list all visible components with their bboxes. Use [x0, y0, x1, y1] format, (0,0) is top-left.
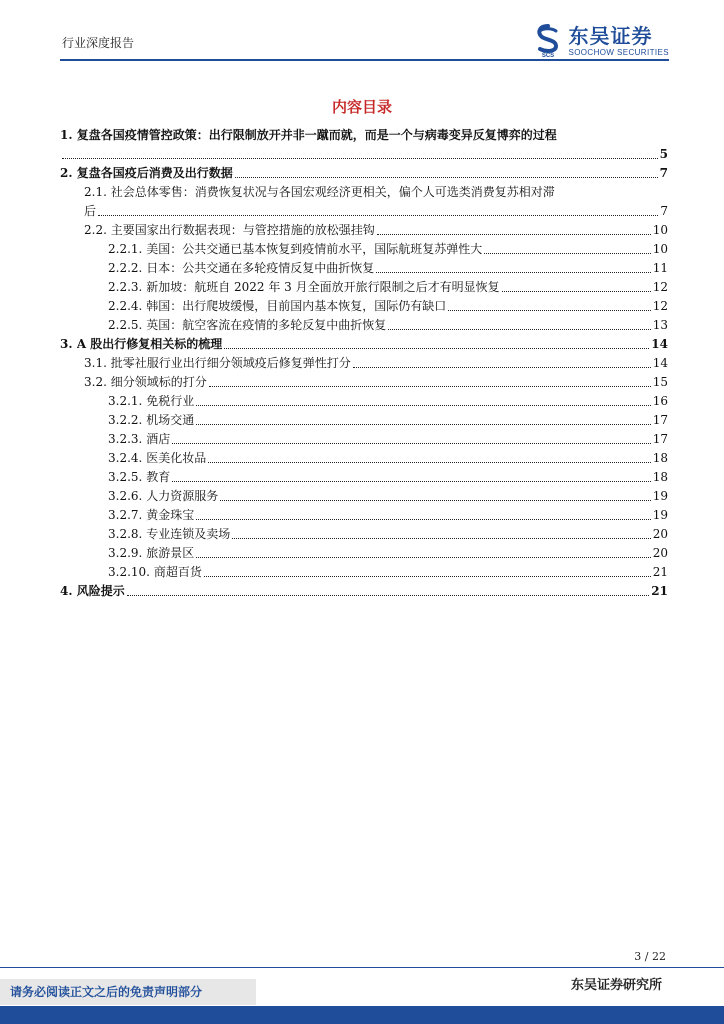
- toc-entry-page: 21: [651, 584, 668, 598]
- toc-entry-2-2-3[interactable]: [60, 278, 668, 297]
- logo-chinese-name: 东吴证券: [568, 23, 653, 48]
- dot-leader: [196, 518, 651, 520]
- toc-entry-3-2-5[interactable]: [60, 468, 668, 487]
- toc-entry-page: 10: [652, 242, 668, 256]
- toc-entry-text: 社会总体零售：消费恢复状况与各国宏观经济更相关，偏个人可选类消费复苏相对滞: [110, 185, 555, 199]
- dot-leader: [502, 290, 651, 292]
- toc-entry-number: 3.2.: [84, 375, 107, 389]
- toc-entry-2-1-cont[interactable]: [60, 202, 668, 221]
- toc-entry-page: 21: [652, 565, 668, 579]
- toc-entry-number: 2.1.: [84, 185, 107, 199]
- toc-entry-page: 18: [652, 451, 668, 465]
- dot-leader: [235, 176, 658, 178]
- toc-entry-page: 7: [659, 166, 668, 180]
- toc-entry-2[interactable]: [60, 164, 668, 183]
- toc-entry-3-2-10[interactable]: [60, 563, 668, 582]
- toc-entry-number: 4.: [60, 584, 73, 598]
- footer-divider: [0, 967, 724, 968]
- toc-entry-page: 17: [652, 432, 668, 446]
- toc-entry-1[interactable]: [60, 126, 668, 145]
- toc-entry-2-2[interactable]: [60, 221, 668, 240]
- toc-entry-3-2[interactable]: [60, 373, 668, 392]
- toc-entry-number: 1.: [60, 128, 73, 142]
- dot-leader: [353, 366, 651, 368]
- logo-mark-text: SCS: [542, 53, 555, 58]
- dot-leader: [127, 594, 650, 596]
- toc-entry-page: 12: [652, 280, 668, 294]
- toc-entry-number: 2.2.: [84, 223, 107, 237]
- toc-entry-text: 人力资源服务: [146, 489, 219, 503]
- toc-entry-page: 10: [652, 223, 668, 237]
- toc-entry-number: 3.1.: [84, 356, 107, 370]
- toc-entry-number: 3.2.1.: [108, 394, 143, 408]
- toc-entry-text: A 股出行修复相关标的梳理: [76, 337, 223, 351]
- dot-leader: [448, 309, 651, 311]
- dot-leader: [208, 461, 651, 463]
- toc-entry-text: 细分领域标的打分: [110, 375, 207, 389]
- toc-entry-number: 3.2.9.: [108, 546, 143, 560]
- toc-entry-number: 3.2.3.: [108, 432, 143, 446]
- toc-entry-text: 免税行业: [146, 394, 195, 408]
- page-indicator: 3 / 22: [634, 950, 666, 963]
- toc-entry-text: 黄金珠宝: [146, 508, 195, 522]
- dot-leader: [98, 214, 658, 216]
- header-divider: [60, 59, 669, 61]
- toc-entry-text: 美国：公共交通已基本恢复到疫情前水平，国际航班复苏弹性大: [146, 242, 483, 256]
- dot-leader: [196, 404, 651, 406]
- dot-leader: [377, 233, 651, 235]
- dot-leader: [196, 423, 651, 425]
- footer-color-bar: [0, 1006, 724, 1024]
- toc-entry-number: 2.: [60, 166, 73, 180]
- toc-entry-text: 商超百货: [153, 565, 202, 579]
- toc-entry-text: 教育: [146, 470, 171, 484]
- toc-entry-page: 7: [660, 204, 668, 218]
- toc-entry-1-leader[interactable]: [60, 145, 668, 164]
- toc-entry-number: 2.2.4.: [108, 299, 143, 313]
- toc-entry-number: 2.2.3.: [108, 280, 143, 294]
- toc-entry-text: 新加坡：航班自 2022 年 3 月全面放开旅行限制之后才有明显恢复: [146, 280, 500, 294]
- toc-entry-3-2-9[interactable]: [60, 544, 668, 563]
- toc-entry-text: 专业连锁及卖场: [146, 527, 231, 541]
- toc-entry-3-2-1[interactable]: [60, 392, 668, 411]
- dot-leader: [232, 537, 651, 539]
- toc-entry-text: 风险提示: [76, 584, 125, 598]
- toc-entry-3-2-2[interactable]: [60, 411, 668, 430]
- toc-entry-text: 韩国：出行爬坡缓慢，目前国内基本恢复，国际仍有缺口: [146, 299, 447, 313]
- toc-entry-page: 12: [652, 299, 668, 313]
- toc-entry-3[interactable]: [60, 335, 668, 354]
- toc-entry-page: 15: [652, 375, 668, 389]
- dot-leader: [204, 575, 651, 577]
- toc-entry-page: 13: [652, 318, 668, 332]
- toc-entry-number: 3.2.5.: [108, 470, 143, 484]
- toc-entry-text: 英国：航空客流在疫情的多轮反复中曲折恢复: [146, 318, 387, 332]
- toc-entry-number: 3.2.7.: [108, 508, 143, 522]
- toc-entry-page: 20: [652, 527, 668, 541]
- toc-entry-number: 2.2.1.: [108, 242, 143, 256]
- dot-leader: [484, 252, 651, 254]
- toc-entry-2-2-4[interactable]: [60, 297, 668, 316]
- toc-entry-number: 3.: [60, 337, 73, 351]
- dot-leader: [388, 328, 651, 330]
- toc-entry-page: 14: [652, 356, 668, 370]
- toc-entry-3-1[interactable]: [60, 354, 668, 373]
- toc-entry-text: 日本：公共交通在多轮疫情反复中曲折恢复: [146, 261, 375, 275]
- dot-leader: [209, 385, 651, 387]
- toc-entry-3-2-8[interactable]: [60, 525, 668, 544]
- toc-entry-3-2-7[interactable]: [60, 506, 668, 525]
- toc-entry-number: 3.2.10.: [108, 565, 150, 579]
- toc-entry-number: 2.2.5.: [108, 318, 143, 332]
- dot-leader: [376, 271, 651, 273]
- research-institute-name: 东吴证券研究所: [570, 978, 662, 993]
- table-of-contents: [60, 126, 668, 601]
- dot-leader: [62, 157, 658, 159]
- dot-leader: [220, 499, 651, 501]
- toc-entry-2-2-1[interactable]: [60, 240, 668, 259]
- toc-entry-text: 主要国家出行数据表现：与管控措施的放松强挂钩: [110, 223, 375, 237]
- disclaimer-note: 请务必阅读正文之后的免责声明部分: [0, 979, 256, 1005]
- dot-leader: [172, 442, 651, 444]
- dot-leader: [196, 556, 651, 558]
- toc-entry-text: 复盘各国疫情管控政策：出行限制放开并非一蹴而就，而是一个与病毒变异反复博弈的过程: [76, 128, 557, 142]
- toc-entry-text: 批零社服行业出行细分领域疫后修复弹性打分: [110, 356, 351, 370]
- toc-title: 内容目录: [331, 98, 392, 116]
- dot-leader: [172, 480, 651, 482]
- toc-entry-page: 5: [659, 147, 668, 161]
- logo-mark-icon: [534, 24, 562, 58]
- toc-entry-number: 2.2.2.: [108, 261, 143, 275]
- report-category-label: 行业深度报告: [62, 36, 135, 50]
- dot-leader: [224, 347, 649, 349]
- toc-entry-3-2-4[interactable]: [60, 449, 668, 468]
- toc-entry-3-2-6[interactable]: [60, 487, 668, 506]
- toc-entry-number: 3.2.8.: [108, 527, 143, 541]
- toc-entry-page: 19: [652, 489, 668, 503]
- toc-entry-page: 14: [651, 337, 668, 351]
- toc-entry-text: 机场交通: [146, 413, 195, 427]
- toc-entry-4[interactable]: [60, 582, 668, 601]
- toc-entry-2-2-2[interactable]: [60, 259, 668, 278]
- toc-entry-page: 19: [652, 508, 668, 522]
- toc-entry-2-1[interactable]: [60, 183, 668, 202]
- toc-entry-page: 18: [652, 470, 668, 484]
- brand-logo: [534, 24, 669, 58]
- toc-entry-number: 3.2.6.: [108, 489, 143, 503]
- toc-entry-text: 酒店: [146, 432, 171, 446]
- toc-entry-text: 医美化妆品: [146, 451, 207, 465]
- toc-entry-text: 旅游景区: [146, 546, 195, 560]
- toc-entry-page: 20: [652, 546, 668, 560]
- toc-entry-text: 复盘各国疫后消费及出行数据: [76, 166, 233, 180]
- toc-entry-2-2-5[interactable]: [60, 316, 668, 335]
- toc-entry-page: 16: [652, 394, 668, 408]
- logo-english-name: SOOCHOW SECURITIES: [568, 47, 669, 57]
- toc-entry-3-2-3[interactable]: [60, 430, 668, 449]
- toc-entry-page: 11: [652, 261, 668, 275]
- toc-entry-text-cont: 后: [84, 204, 97, 218]
- toc-entry-number: 3.2.2.: [108, 413, 143, 427]
- toc-entry-page: 17: [652, 413, 668, 427]
- toc-entry-number: 3.2.4.: [108, 451, 143, 465]
